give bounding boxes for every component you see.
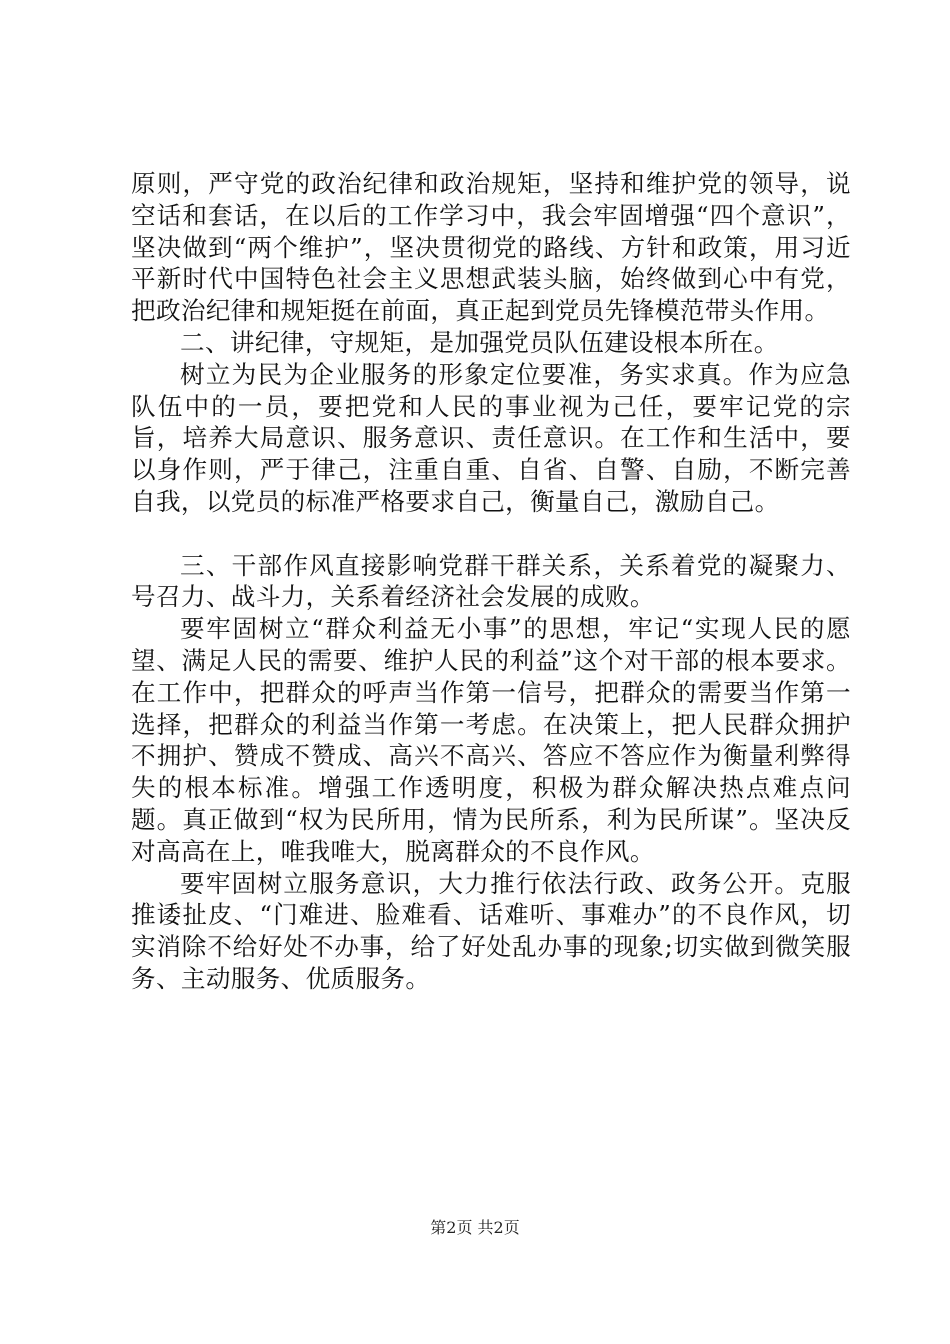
section-heading-2: 二、讲纪律，守规矩，是加强党员队伍建设根本所在。 bbox=[180, 327, 779, 357]
paragraph-continuation: 原则，严守党的政治纪律和政治规矩，坚持和维护党的领导，说空话和套话，在以后的工作学习中，我会牢固增强“四个意识”，坚决做到“两个维护”，坚决贯彻党的路线、方针和政策，用习近平新时代中国特色社会主义思想武装头脑，始终做到心中有党，把政治纪律和规矩挺在前面，真正起到党员先锋模范带头作用。 bbox=[131, 169, 851, 326]
paragraph-mass-interests: 要牢固树立“群众利益无小事”的思想，牢记“实现人民的愿望、满足人民的需要、维护人民的利益”这个对干部的根本要求。在工作中，把群众的呼声当作第一信号，把群众的需要当作第一选择，把群众的利益当作第一考虑。在决策上，把人民群众拥护不拥护、赞成不赞成、高兴不高兴、答应不答应作为衡量利弊得失的根本标准。增强工作透明度，积极为群众解决热点难点问题。真正做到“权为民所用，情为民所系，利为民所谋”。坚决反对高高在上，唯我唯大，脱离群众的不良作风。 bbox=[131, 614, 851, 866]
section-heading-3: 三、干部作风直接影响党群干群关系，关系着党的凝聚力、号召力、战斗力，关系着经济社会发展的成败。 bbox=[131, 550, 851, 612]
paragraph-service-image: 树立为民为企业服务的形象定位要准，务实求真。作为应急队伍中的一员，要把党和人民的事业视为己任，要牢记党的宗旨，培养大局意识、服务意识、责任意识。在工作和生活中，要以身作则，严于律己，注重自重、自省、自警、自励，不断完善自我，以党员的标准严格要求自己，衡量自己，激励自己。 bbox=[131, 359, 851, 516]
paragraph-service-awareness: 要牢固树立服务意识，大力推行依法行政、政务公开。克服推诿扯皮、“门难进、脸难看、话难听、事难办”的不良作风，切实消除不给好处不办事，给了好处乱办事的现象;切实做到微笑服务、主动服务、优质服务。 bbox=[131, 868, 851, 993]
paragraph-spacer bbox=[131, 518, 851, 550]
document-body bbox=[131, 168, 851, 995]
page-footer: 第2页 共2页 bbox=[430, 1218, 520, 1237]
